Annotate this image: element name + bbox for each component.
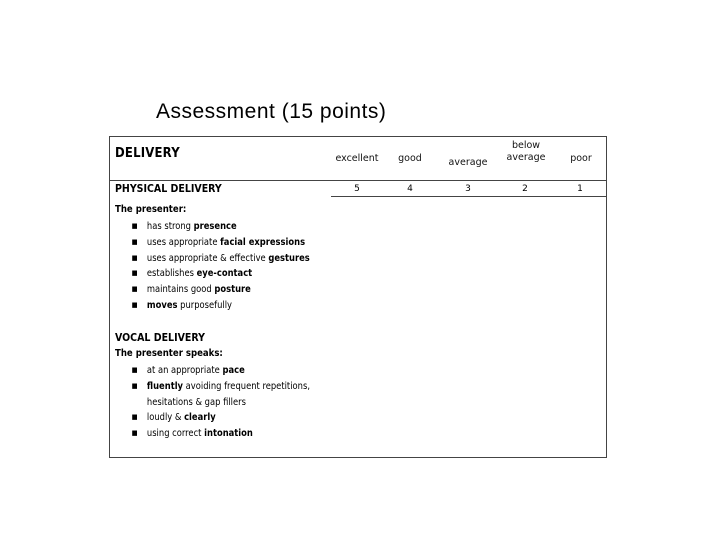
slide-title: Assessment (15 points) [156,100,387,123]
criterion-facial-expressions: ■ uses appropriate facial expressions [110,235,317,251]
header-divider [110,180,606,181]
bullet-icon: ■ [131,222,138,230]
criterion-eye-contact: ■ establishes eye-contact [110,266,317,282]
criterion-fluently: ■ fluently avoiding frequent repetitions, hesitations & gap fillers [110,379,317,411]
bullet-icon: ■ [131,237,138,246]
score-average: 3 [465,184,471,194]
vocal-criteria-list [110,363,340,442]
bullet-icon: ■ [131,429,138,438]
vocal-subheading: The presenter speaks: [115,348,223,359]
physical-delivery-heading: PHYSICAL DELIVERY [115,183,222,195]
bullet-icon: ■ [131,285,138,294]
bullet-icon: ■ [131,413,138,422]
score-poor: 1 [577,184,583,194]
score-below-average: 2 [522,184,528,194]
criterion-fluently-continuation: hesitations & gap fillers [146,396,246,408]
rating-header-below-average [501,140,551,164]
bullet-icon: ■ [131,253,138,262]
rubric-table [109,136,607,458]
criterion-presence: ■ has strong presence [110,219,317,235]
rating-header-excellent: excellent [335,153,379,164]
criterion-gestures: ■ uses appropriate & effective gestures [110,251,317,267]
criterion-posture: ■ maintains good posture [110,282,317,298]
criterion-intonation: ■ using correct intonation [110,426,317,442]
score-excellent: 5 [354,184,360,194]
criterion-pace: ■ at an appropriate pace [110,363,317,379]
vocal-delivery-heading: VOCAL DELIVERY [115,332,205,344]
rating-header-good: good [398,153,422,164]
delivery-header: DELIVERY [115,146,180,161]
rating-header-poor: poor [570,153,592,164]
rating-header-average: average [448,157,488,168]
bullet-icon: ■ [131,381,138,390]
score-good: 4 [407,184,413,194]
physical-criteria-list [110,219,340,314]
rating-header-below-line2: average [506,152,546,163]
bullet-icon: ■ [131,300,138,309]
rating-header-below-line1: below [511,140,541,151]
physical-subheading: The presenter: [115,204,187,215]
bullet-icon: ■ [131,366,138,374]
criterion-clearly: ■ loudly & clearly [110,410,317,426]
bullet-icon: ■ [131,269,138,278]
scores-divider [331,196,606,197]
criterion-moves: ■ moves purposefully [110,298,317,314]
